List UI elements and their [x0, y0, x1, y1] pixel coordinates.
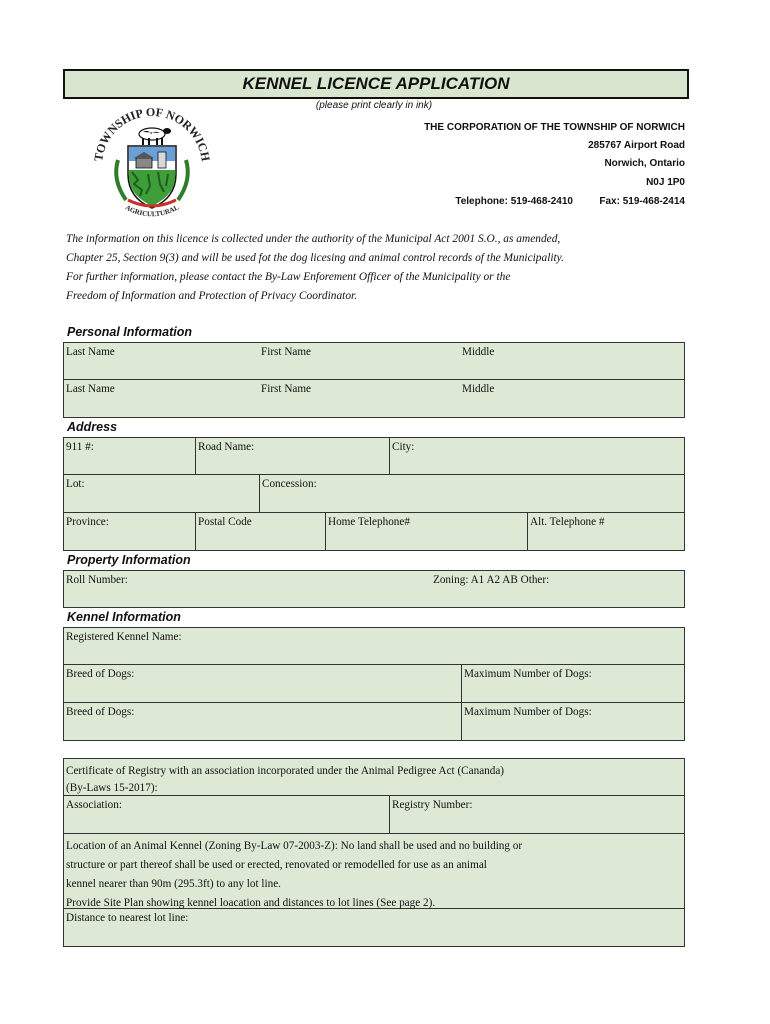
- property-row[interactable]: [63, 570, 685, 608]
- location-line: Provide Site Plan showing kennel loacation and distances to lot lines (See page 2).: [66, 897, 436, 909]
- province-field[interactable]: [64, 513, 195, 550]
- corporation-street: 285767 Airport Road: [588, 140, 685, 151]
- 911-field[interactable]: [64, 438, 195, 474]
- breed-field[interactable]: [64, 703, 461, 740]
- middle-name-label: Middle: [462, 346, 495, 358]
- association-row: [63, 796, 685, 834]
- logo-motto: AGRICULTURAL: [123, 203, 181, 219]
- form-subtitle: (please print clearly in ink): [315, 100, 433, 111]
- city-label: City:: [392, 441, 415, 453]
- corporation-fax: Fax: 519-468-2414: [599, 196, 685, 207]
- breed-row-2: [63, 703, 685, 741]
- address-row-1: [63, 437, 685, 475]
- first-name-label: First Name: [261, 346, 312, 358]
- breed-field[interactable]: [64, 665, 461, 702]
- intro-paragraph: [66, 230, 706, 306]
- max-dogs-label: Maximum Number of Dogs:: [464, 706, 592, 718]
- breed-label: Breed of Dogs:: [66, 668, 135, 680]
- intro-line: The information on this licence is collected under the authority of the Municipal Act 2001 S.O., as amended,: [66, 233, 561, 245]
- location-line: structure or part thereof shall be used or erected, renovated or remodelled for use as an animal: [66, 859, 487, 871]
- province-label: Province:: [66, 516, 109, 528]
- corporation-postal: N0J 1P0: [646, 177, 685, 188]
- township-logo: [88, 100, 216, 228]
- location-line: kennel nearer than 90m (295.3ft) to any lot line.: [66, 878, 281, 890]
- intro-line: For further information, please contact the By-Law Enforement Officer of the Municipality or the: [66, 271, 511, 283]
- location-text: [66, 837, 522, 913]
- lot-label: Lot:: [66, 478, 85, 490]
- personal-heading: Personal Information: [67, 325, 193, 339]
- cow-icon: [139, 128, 171, 145]
- location-row: [63, 834, 685, 909]
- max-dogs-field[interactable]: [461, 665, 684, 702]
- 911-label: 911 #:: [66, 441, 94, 453]
- certificate-row: [63, 758, 685, 796]
- shield-icon: [128, 146, 176, 208]
- intro-line: Freedom of Information and Protection of Privacy Coordinator.: [66, 290, 358, 302]
- home-telephone-field[interactable]: [325, 513, 527, 550]
- registry-number-label: Registry Number:: [392, 799, 473, 811]
- first-name-label: First Name: [261, 383, 312, 395]
- breed-row-1: [63, 665, 685, 703]
- zoning-label: Zoning: A1 A2 AB Other:: [433, 574, 550, 586]
- form-title: KENNEL LICENCE APPLICATION: [63, 69, 689, 99]
- middle-name-label: Middle: [462, 383, 495, 395]
- corporation-name: THE CORPORATION OF THE TOWNSHIP OF NORWICH: [424, 122, 685, 133]
- certificate-line: (By-Laws 15-2017):: [66, 782, 158, 794]
- certificate-line: Certificate of Registry with an association incorporated under the Animal Pedigree Act (Cananda): [66, 765, 505, 777]
- alt-telephone-label: Alt. Telephone #: [530, 516, 605, 528]
- certificate-text: [66, 762, 504, 798]
- postal-code-label: Postal Code: [198, 516, 252, 528]
- road-name-label: Road Name:: [198, 441, 255, 453]
- distance-field[interactable]: [63, 909, 685, 947]
- roll-number-label: Roll Number:: [66, 574, 128, 586]
- road-name-field[interactable]: [195, 438, 389, 474]
- logo-text: TOWNSHIP OF NORWICH: [91, 104, 213, 163]
- max-dogs-field[interactable]: [461, 703, 684, 740]
- kennel-heading: Kennel Information: [67, 610, 181, 624]
- corporation-city: Norwich, Ontario: [604, 158, 685, 169]
- association-label: Association:: [66, 799, 122, 811]
- corporation-telephone: Telephone: 519-468-2410: [455, 196, 573, 207]
- last-name-label: Last Name: [66, 383, 115, 395]
- postal-code-field[interactable]: [195, 513, 325, 550]
- property-heading: Property Information: [67, 553, 191, 567]
- intro-line: Chapter 25, Section 9(3) and will be used fot the dog licesing and animal control records of the Municipality.: [66, 252, 564, 264]
- kennel-name-label: Registered Kennel Name:: [66, 631, 182, 643]
- max-dogs-label: Maximum Number of Dogs:: [464, 668, 592, 680]
- last-name-label: Last Name: [66, 346, 115, 358]
- concession-field[interactable]: [259, 475, 684, 512]
- name-row-1[interactable]: [63, 342, 685, 380]
- address-heading: Address: [67, 420, 118, 434]
- breed-label: Breed of Dogs:: [66, 706, 135, 718]
- concession-label: Concession:: [262, 478, 317, 490]
- kennel-name-field[interactable]: [63, 627, 685, 665]
- city-field[interactable]: [389, 438, 684, 474]
- registry-number-field[interactable]: [389, 796, 684, 833]
- distance-label: Distance to nearest lot line:: [66, 912, 189, 924]
- association-field[interactable]: [64, 796, 389, 833]
- lot-field[interactable]: [64, 475, 259, 512]
- address-row-2: [63, 475, 685, 513]
- alt-telephone-field[interactable]: [527, 513, 684, 550]
- name-row-2[interactable]: [63, 380, 685, 418]
- location-line: Location of an Animal Kennel (Zoning By-Law 07-2003-Z): No land shall be used and no building or: [66, 840, 523, 852]
- address-row-3: [63, 513, 685, 551]
- home-telephone-label: Home Telephone#: [328, 516, 410, 528]
